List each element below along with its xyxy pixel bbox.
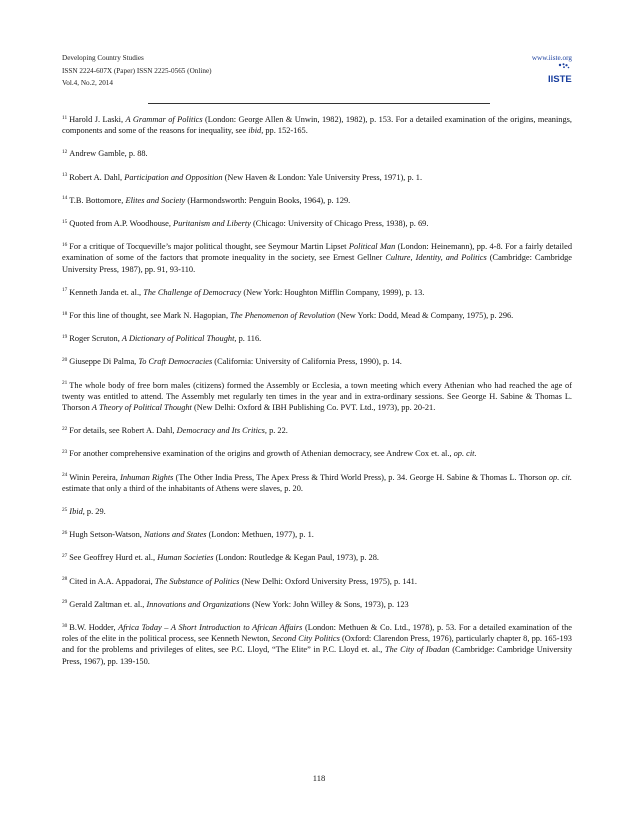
footnote-27 <box>62 552 572 563</box>
footnote-16 <box>62 241 572 275</box>
footnote-number: 28 <box>62 576 68 583</box>
footnote-text: (Harmondsworth: Penguin Books, 1964), p. 129. <box>185 195 351 205</box>
footnote-number: 19 <box>62 333 68 340</box>
footnote-text: Cited in A.A. Appadorai, <box>69 576 155 586</box>
footnote-text: (London: Heinemann), pp. 4-8. For a fairly detailed examination of some of the factors that promote inequality in the society, see Ernest Gellner <box>62 242 572 263</box>
footnote-29 <box>62 599 572 610</box>
footnote-text: T.B. Bottomore, <box>69 195 126 205</box>
footnote-text: For a critique of Tocqueville’s major political thought, see Seymour Martin Lipset <box>69 242 349 252</box>
footnote-11 <box>62 114 572 136</box>
footnote-text: (New Delhi: Oxford & IBH Publishing Co. PVT. Ltd., 1973), pp. 20-21. <box>191 403 436 413</box>
footnote-text: estimate that only a third of the inhabitants of Athens were slaves, p. 20. <box>62 483 303 493</box>
footnote-text: Hugh Setson-Watson, <box>69 530 144 540</box>
footnote-number: 17 <box>62 287 68 294</box>
footnote-number: 12 <box>62 148 68 155</box>
footnote-26 <box>62 529 572 540</box>
footnote-text: , p. 29. <box>82 507 106 517</box>
footnote-17 <box>62 287 572 298</box>
footnote-title-italic: Elites and Society <box>125 195 186 205</box>
footnote-23 <box>62 448 572 459</box>
footnote-text: (New Haven & London: Yale University Press, 1971), p. 1. <box>222 172 423 182</box>
footnote-text: (London: Routledge & Kegan Paul, 1973), p. 28. <box>213 553 379 563</box>
footnote-title-italic: Innovations and Organizations <box>146 599 250 609</box>
footnote-14 <box>62 195 572 206</box>
page-number: 118 <box>312 773 326 783</box>
footnote-title-italic: op. cit. <box>453 449 477 459</box>
header-rule <box>148 103 490 104</box>
footnote-text: Gerald Zaltman et. al., <box>69 599 147 609</box>
footnote-25 <box>62 506 572 517</box>
footnote-text: (London: Methuen, 1977), p. 1. <box>206 530 314 540</box>
footnote-number: 14 <box>62 195 68 202</box>
footnote-text: (New Delhi: Oxford University Press, 1975), p. 141. <box>239 576 417 586</box>
footnote-title-italic: op. cit. <box>548 472 573 482</box>
footnote-19 <box>62 333 572 344</box>
footnote-text: , p. 22. <box>264 426 288 436</box>
footnote-title-italic: Puritanism and Liberty <box>173 219 251 229</box>
footnote-text: Harold J. Laski, <box>69 115 126 124</box>
footnote-number: 11 <box>62 114 68 121</box>
footnote-title-italic: Inhuman Rights <box>120 472 174 482</box>
footnote-text: Robert A. Dahl, <box>69 172 125 182</box>
footnote-18 <box>62 310 572 321</box>
footnote-28 <box>62 576 572 587</box>
footnote-number: 18 <box>62 310 68 317</box>
footnote-title-italic: A Theory of Political Thought <box>91 403 192 413</box>
footnote-title-italic: Human Societies <box>157 553 214 563</box>
footnote-title-italic: Africa Today – A Short Introduction to African Affairs <box>118 623 303 633</box>
journal-volume: Vol.4, No.2, 2014 <box>62 79 113 87</box>
footnote-text: The whole body of free born males (citizens) formed the Assembly or Ecclesia, a town meeting which every Athenian who had reached the age of twenty was entitled to attend. The Assembly met regularly ten times in the year and in extra-ordinary sessions. See George H. Sabine & Thomas L. Thorson <box>62 380 572 413</box>
footnote-title-italic: Second City Politics <box>272 634 340 644</box>
footnote-number: 29 <box>62 599 68 606</box>
footnote-number: 22 <box>62 425 68 432</box>
footnote-20 <box>62 356 572 367</box>
footnote-text: For details, see Robert A. Dahl, <box>69 426 177 436</box>
footnote-text: Kenneth Janda et. al., <box>69 287 144 297</box>
footnote-title-italic: The City of Ibadan <box>385 645 450 655</box>
footnote-title-italic: The Challenge of Democracy <box>143 287 242 297</box>
footnote-title-italic: A Dictionary of Political Thought <box>121 334 235 344</box>
footnote-text: For this line of thought, see Mark N. Hagopian, <box>69 311 231 321</box>
footnote-number: 21 <box>62 380 68 387</box>
footnote-text: See Geoffrey Hurd et. al., <box>69 553 158 563</box>
footnote-text: Andrew Gamble, p. 88. <box>69 149 148 159</box>
footnote-30 <box>62 622 572 667</box>
footnote-text: (Cambridge: Cambridge University Press, 1987), pp. 91, 93-110. <box>62 253 572 274</box>
footnote-number: 24 <box>62 472 68 479</box>
footnote-21 <box>62 380 572 414</box>
footnote-text: Giuseppe Di Palma, <box>69 357 139 367</box>
footnote-text: (Oxford: Clarendon Press, 1976), particularly chapter 8, pp. 165-193 and for the problems and privileges of elites, see P.C. Lloyd, “The Elite” in P.C. Lloyd et. al., <box>62 634 572 655</box>
footnote-text: (New York: John Willey & Sons, 1973), p. 123 <box>249 599 409 609</box>
footnote-title-italic: The Phenomenon of Revolution <box>230 311 336 321</box>
footnotes-list <box>62 114 572 667</box>
journal-issn: ISSN 2224-607X (Paper) ISSN 2225-0565 (Online) <box>62 67 212 75</box>
footnote-title-italic: A Grammar of Politics <box>125 115 203 124</box>
footnote-24 <box>62 472 572 494</box>
footnote-text: , p. 116. <box>234 334 262 344</box>
footnote-title-italic: Ibid <box>69 507 83 517</box>
journal-title: Developing Country Studies <box>62 54 144 62</box>
footnote-text: (Chicago: University of Chicago Press, 1938), p. 69. <box>250 219 429 229</box>
footnote-text: B.W. Hodder, <box>69 623 119 633</box>
footnote-text: , pp. 152-165. <box>261 126 308 136</box>
footnote-text: (New York: Dodd, Mead & Company, 1975), p. 296. <box>335 311 514 321</box>
footnote-title-italic: To Craft Democracies <box>138 357 213 367</box>
footnote-number: 23 <box>62 448 68 455</box>
footnote-text: (New York: Houghton Mifflin Company, 1999), p. 13. <box>241 287 425 297</box>
footnote-13 <box>62 172 572 183</box>
iiste-logo-icon <box>542 62 572 86</box>
footnote-title-italic: Political Man <box>348 242 396 252</box>
footnote-number: 13 <box>62 172 68 179</box>
footnote-12 <box>62 148 572 159</box>
footnote-15 <box>62 218 572 229</box>
footnote-text: (London: George Allen & Unwin, 1982), 1982), p. 153. For a detailed examination of the origins, meanings, components and some of the reasons for inequality, see <box>62 115 572 136</box>
footnote-number: 27 <box>62 552 68 559</box>
logo-text: IISTE <box>548 74 572 85</box>
website-link[interactable]: www.iiste.org <box>531 54 572 62</box>
footnote-text: (California: University of California Press, 1990), p. 14. <box>212 357 402 367</box>
footnote-number: 26 <box>62 529 68 536</box>
footnote-22 <box>62 425 572 436</box>
footnote-number: 20 <box>62 356 68 363</box>
footnote-title-italic: ibid <box>248 126 262 136</box>
footnote-title-italic: Nations and States <box>143 530 207 540</box>
footnote-text: (Cambridge: Cambridge University Press, 1967), pp. 139-150. <box>62 645 573 666</box>
footnote-number: 25 <box>62 506 68 513</box>
footnote-text: (The Other India Press, The Apex Press & Third World Press), p. 34. George H. Sabine & Thomas L. Thorson <box>173 472 549 482</box>
footnote-number: 16 <box>62 241 68 248</box>
footnote-text: (London: Methuen & Co. Ltd., 1978), p. 53. For a detailed examination of the roles of the elite in the political process, see Kenneth Newton, <box>62 623 572 644</box>
footnote-number: 15 <box>62 218 68 225</box>
footnote-text: Roger Scruton, <box>69 334 122 344</box>
footnote-title-italic: Participation and Opposition <box>124 172 223 182</box>
footnote-text: Quoted from A.P. Woodhouse, <box>69 219 173 229</box>
footnote-title-italic: Democracy and Its Critics <box>176 426 265 436</box>
footnote-title-italic: The Substance of Politics <box>154 576 240 586</box>
footnote-text: For another comprehensive examination of the origins and growth of Athenian democracy, see Andrew Cox et. al., <box>69 449 454 459</box>
footnote-text: Winin Pereira, <box>69 472 121 482</box>
footnote-title-italic: Culture, Identity, and Politics <box>385 253 487 263</box>
footnote-number: 30 <box>62 622 68 629</box>
